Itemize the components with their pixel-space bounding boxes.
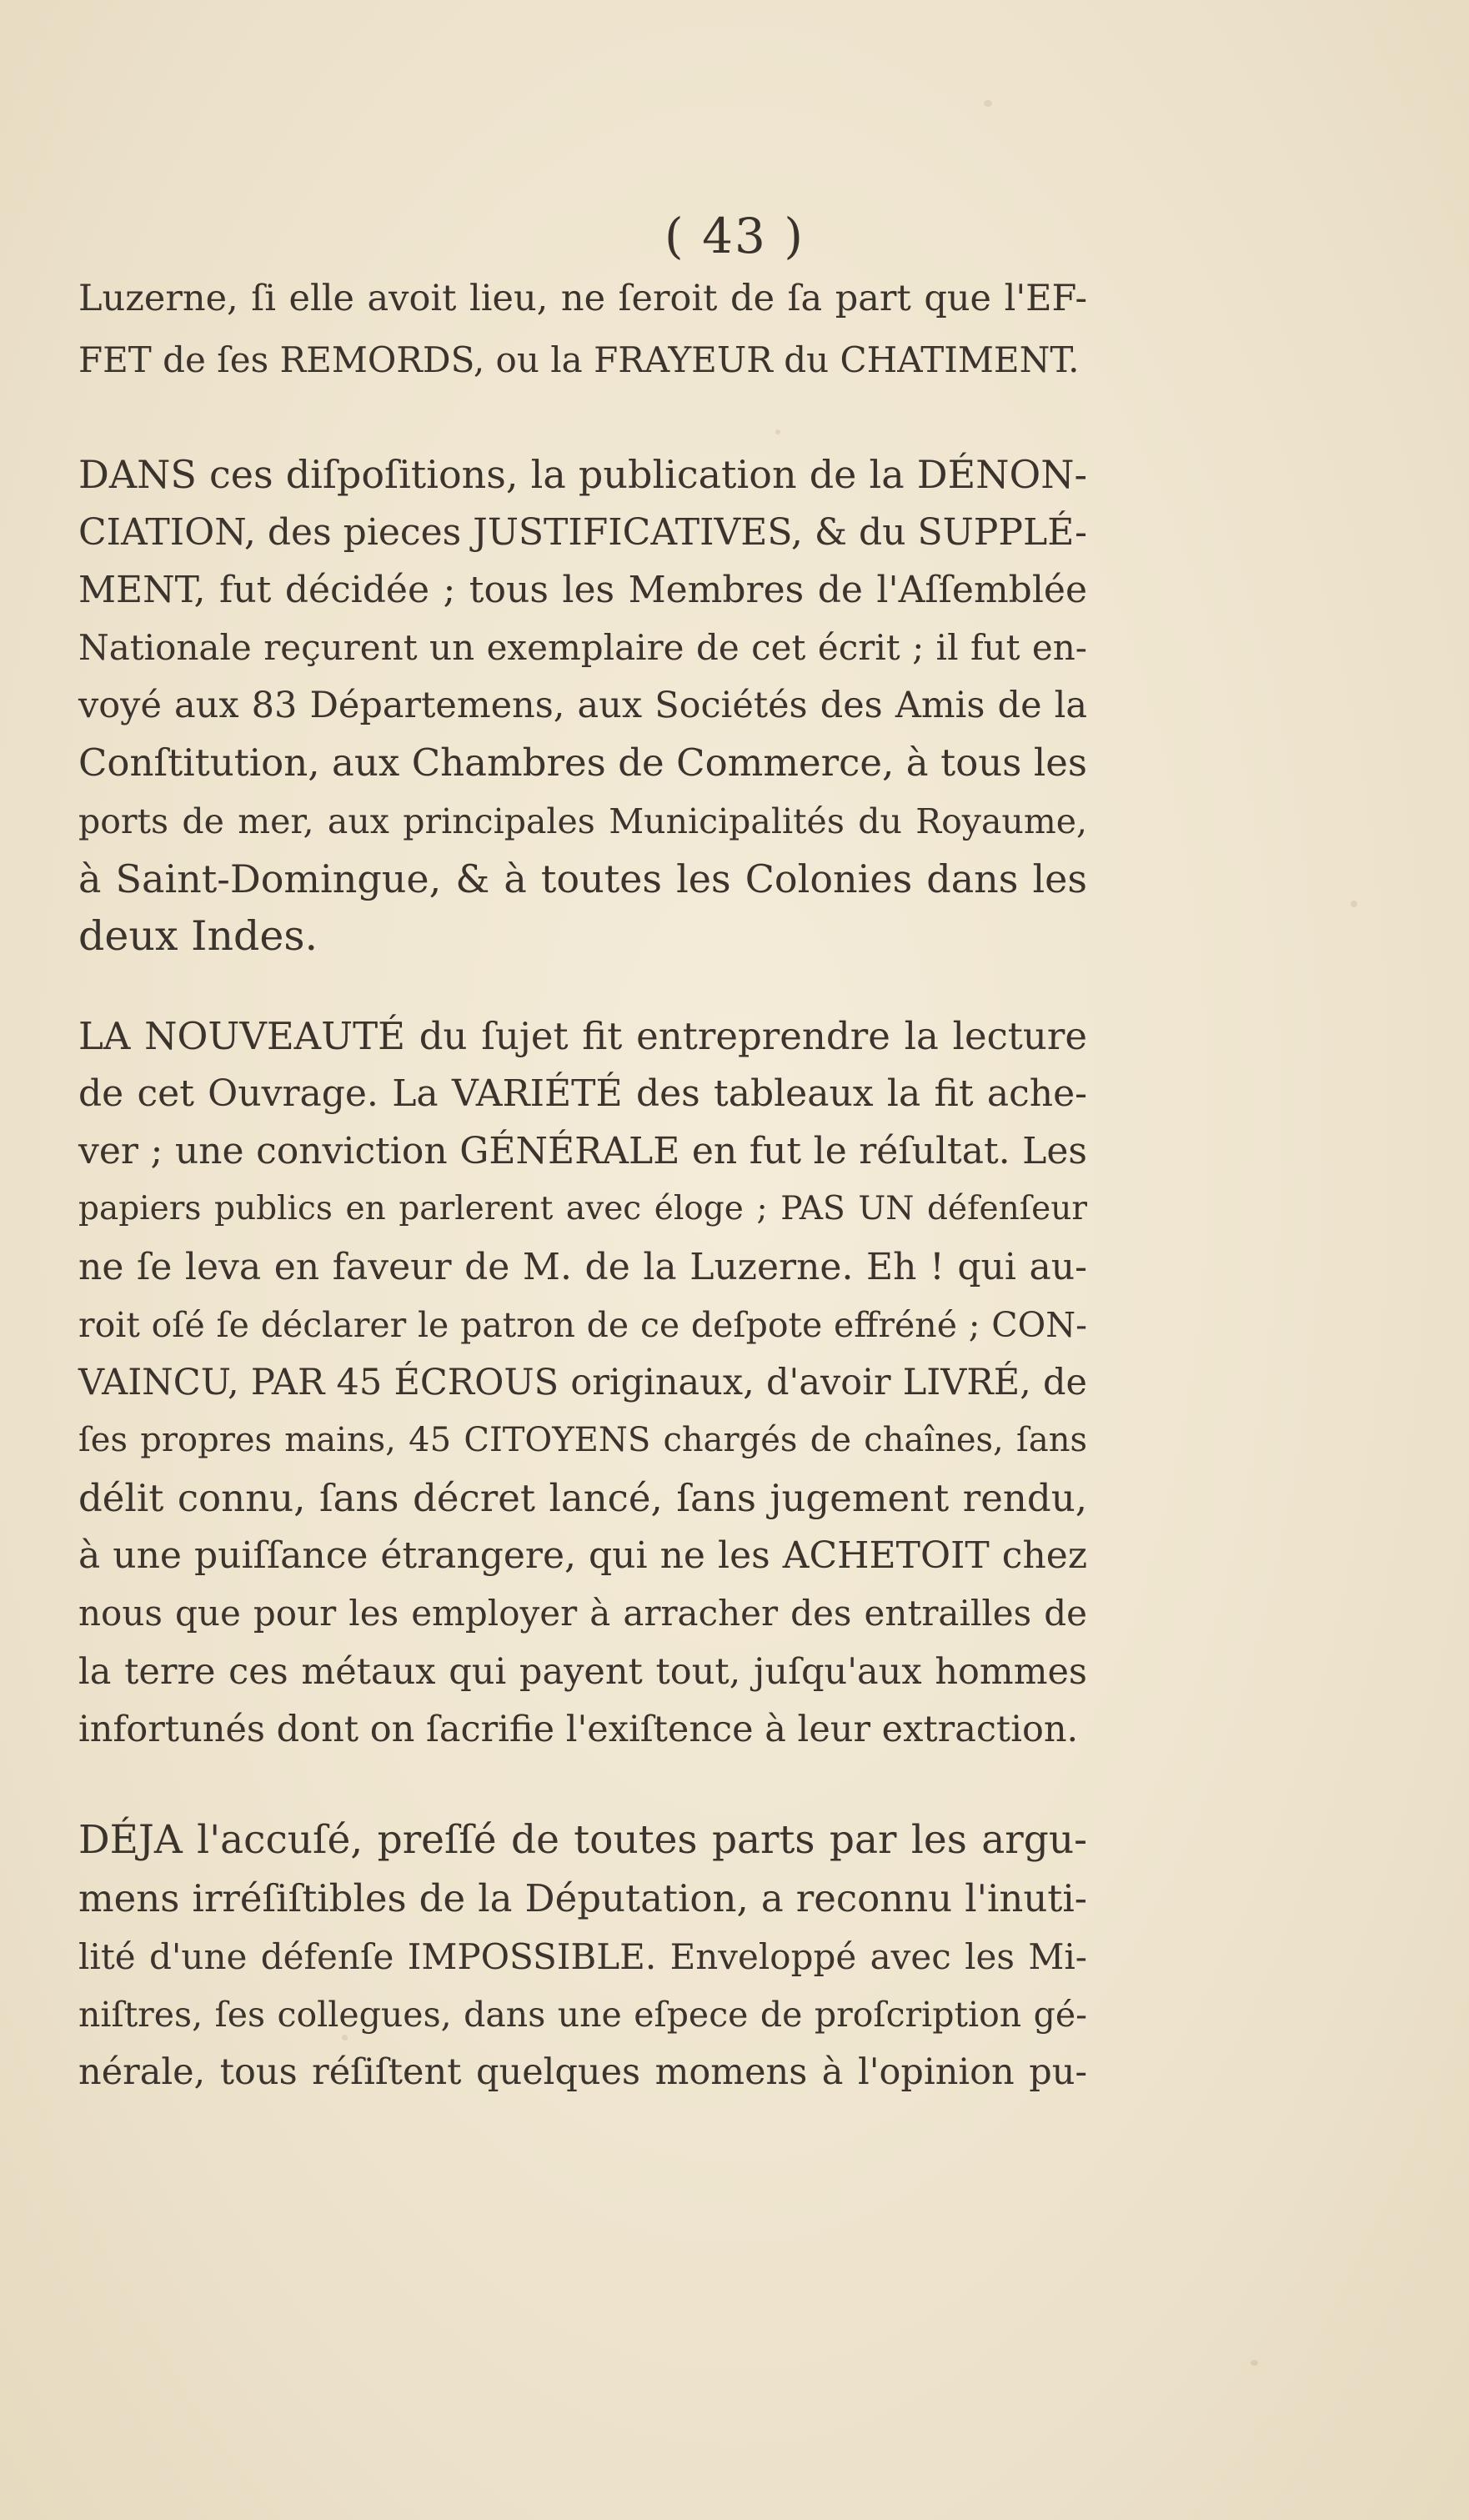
text-line: Nationale reçurent un exemplaire de cet écrit ; il fut en- [78,627,1087,668]
text-line: Luzerne, ſi elle avoit lieu, ne ſeroit de ſa part que l'EF- [78,278,1087,319]
paper-stain [1251,2360,1258,2366]
paper-stain [984,100,992,107]
text-line: nous que pour les employer à arracher des entrailles de [78,1593,1087,1634]
text-line: ſes propres mains, 45 CITOYENS chargés de chaînes, ſans [78,1421,1087,1459]
text-line: ver ; une conviction GÉNÉRALE en fut le réſultat. Les [78,1130,1087,1172]
text-line: CIATION, des pieces JUSTIFICATIVES, & du SUPPLÉ- [78,511,1087,554]
text-line: à Saint-Domingue, & à toutes les Colonies dans les [78,856,1087,901]
text-line: Conſtitution, aux Chambres de Commerce, à tous les [78,740,1087,785]
text-line: FET de ſes REMORDS, ou la FRAYEUR du CHATIMENT. [78,339,1080,380]
text-line: MENT, fut décidée ; tous les Membres de l'Aſſemblée [78,569,1087,611]
text-line: à une puiſſance étrangere, qui ne les ACHETOIT chez [78,1534,1087,1577]
paper-stain [775,429,780,434]
text-line: nérale, tous réſiſtent quelques momens à l'opinion pu- [78,2051,1087,2093]
text-line: la terre ces métaux qui payent tout, juſqu'aux hommes [78,1651,1087,1693]
text-line: papiers publics en parlerent avec éloge ; PAS UN défenſeur [78,1190,1087,1227]
text-line: niſtres, ſes collegues, dans une eſpece de proſcription gé- [78,1995,1087,2035]
text-line: délit connu, ſans décret lancé, ſans jugement rendu, [78,1476,1087,1520]
text-line: lité d'une défenſe IMPOSSIBLE. Enveloppé avec les Mi- [78,1936,1087,1977]
text-line: de cet Ouvrage. La VARIÉTÉ des tableaux la fit ache- [78,1072,1087,1115]
text-line: VAINCU, PAR 45 ÉCROUS originaux, d'avoir LIVRÉ, de [78,1362,1087,1403]
text-line: voyé aux 83 Départemens, aux Sociétés des Amis de la [78,685,1087,726]
text-line: mens irréſiſtibles de la Députation, a reconnu l'inuti- [78,1876,1087,1920]
text-line: roit oſé ſe déclarer le patron de ce deſpote effréné ; CON- [78,1305,1087,1345]
text-line: deux Indes. [78,912,318,960]
text-line: LA NOUVEAUTÉ du ſujet fit entreprendre la lecture [78,1014,1087,1058]
page-number: ( 43 ) [664,208,805,264]
text-line: infortunés dont on ſacrifie l'exiſtence à leur extraction. [78,1709,1079,1750]
text-line: ne ſe leva en faveur de M. de la Luzerne. Eh ! qui au- [78,1246,1087,1288]
text-line: ports de mer, aux principales Municipalités du Royaume, [78,801,1087,841]
paper-stain [1351,901,1357,907]
text-line: DANS ces diſpoſitions, la publication de la DÉNON- [78,452,1087,497]
text-line: DÉJA l'accuſé, preſſé de toutes parts par les argu- [78,1817,1087,1863]
